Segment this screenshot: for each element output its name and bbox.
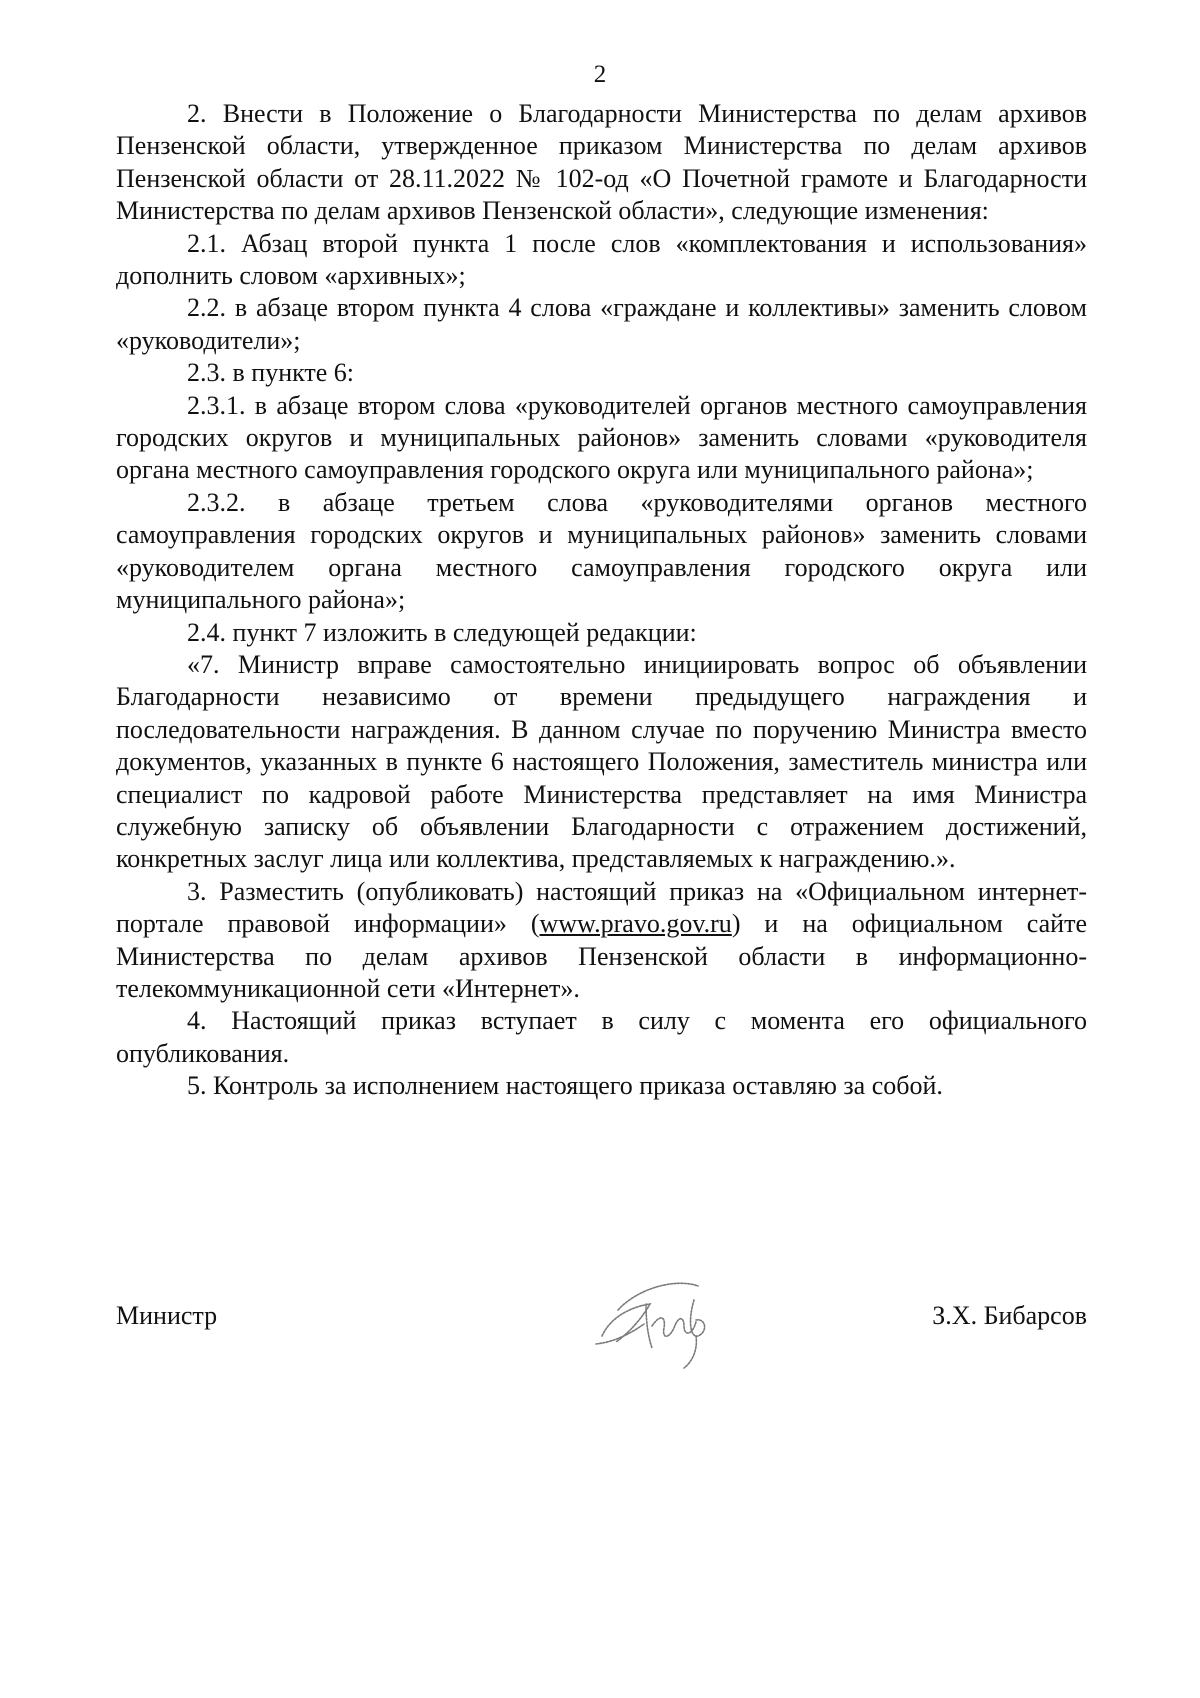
- paragraph-item-2-3: 2.3. в пункте 6:: [187, 358, 355, 388]
- signature-block: [116, 1300, 1087, 1360]
- paragraph-item-2-3-1: 2.3.1. в абзаце втором слова «руководителей органов местного самоуправления городских округов и муниципальных районов» заменить словами «руководителя органа местного самоуправления городского округа или муниципального района»;: [116, 390, 1087, 485]
- paragraph-item-2-3-2: 2.3.2. в абзаце третьем слова «руководителями органов местного самоуправления городских округов и муниципальных районов» заменить словами «руководителем органа местного самоуправления городского округа или муниципального района»;: [116, 487, 1087, 615]
- paragraph-item-2: 2. Внести в Положение о Благодарности Министерства по делам архивов Пензенской области, утвержденное приказом Министерства по делам архивов Пензенской области от 28.11.2022 № 102-од «О Почетной грамоте и Благодарности Министерства по делам архивов Пензенской области», следующие изменения:: [116, 99, 1087, 226]
- publication-text-before: 3. Разместить (опубликовать) настоящий приказ на «Официальном интернет-портале правовой информации» (: [116, 876, 1087, 939]
- paragraph-item-3: [116, 876, 1087, 1006]
- publication-text-after: ) и на официальном сайте Министерства по делам архивов Пензенской области в информационно-телекоммуникационной сети «Интернет».: [116, 909, 1087, 1003]
- paragraph-item-4: 4. Настоящий приказ вступает в силу с момента его официального опубликования.: [116, 1006, 1087, 1068]
- pravo-gov-link[interactable]: www.pravo.gov.ru: [539, 909, 732, 939]
- paragraph-item-5: 5. Контроль за исполнением настоящего приказа оставляю за собой.: [187, 1071, 943, 1101]
- page-number: 2: [593, 61, 607, 88]
- document-body: [116, 98, 1087, 1103]
- paragraph-item-2-4: 2.4. пункт 7 изложить в следующей редакции:: [187, 617, 697, 647]
- signer-position: Министр: [116, 1301, 218, 1330]
- paragraph-item-7-new-text: «7. Министр вправе самостоятельно инициировать вопрос об объявлении Благодарности независимо от времени предыдущего награждения и последовательности награждения. В данном случае по поручению Министра вместо документов, указанных в пункте 6 настоящего Положения, заместитель министра или специалист по кадровой работе Министерства представляет на имя Министра служебную записку об объявлении Благодарности с отражением достижений, конкретных заслуг лица или коллектива, представляемых к награждению.».: [116, 649, 1087, 874]
- signer-name: З.Х. Бибарсов: [932, 1301, 1087, 1330]
- paragraph-item-2-1: 2.1. Абзац второй пункта 1 после слов «комплектования и использования» дополнить словом «архивных»;: [116, 228, 1087, 291]
- paragraph-item-2-2: 2.2. в абзаце втором пункта 4 слова «граждане и коллективы» заменить словом «руководители»;: [116, 293, 1087, 355]
- handwritten-signature: [590, 1264, 730, 1374]
